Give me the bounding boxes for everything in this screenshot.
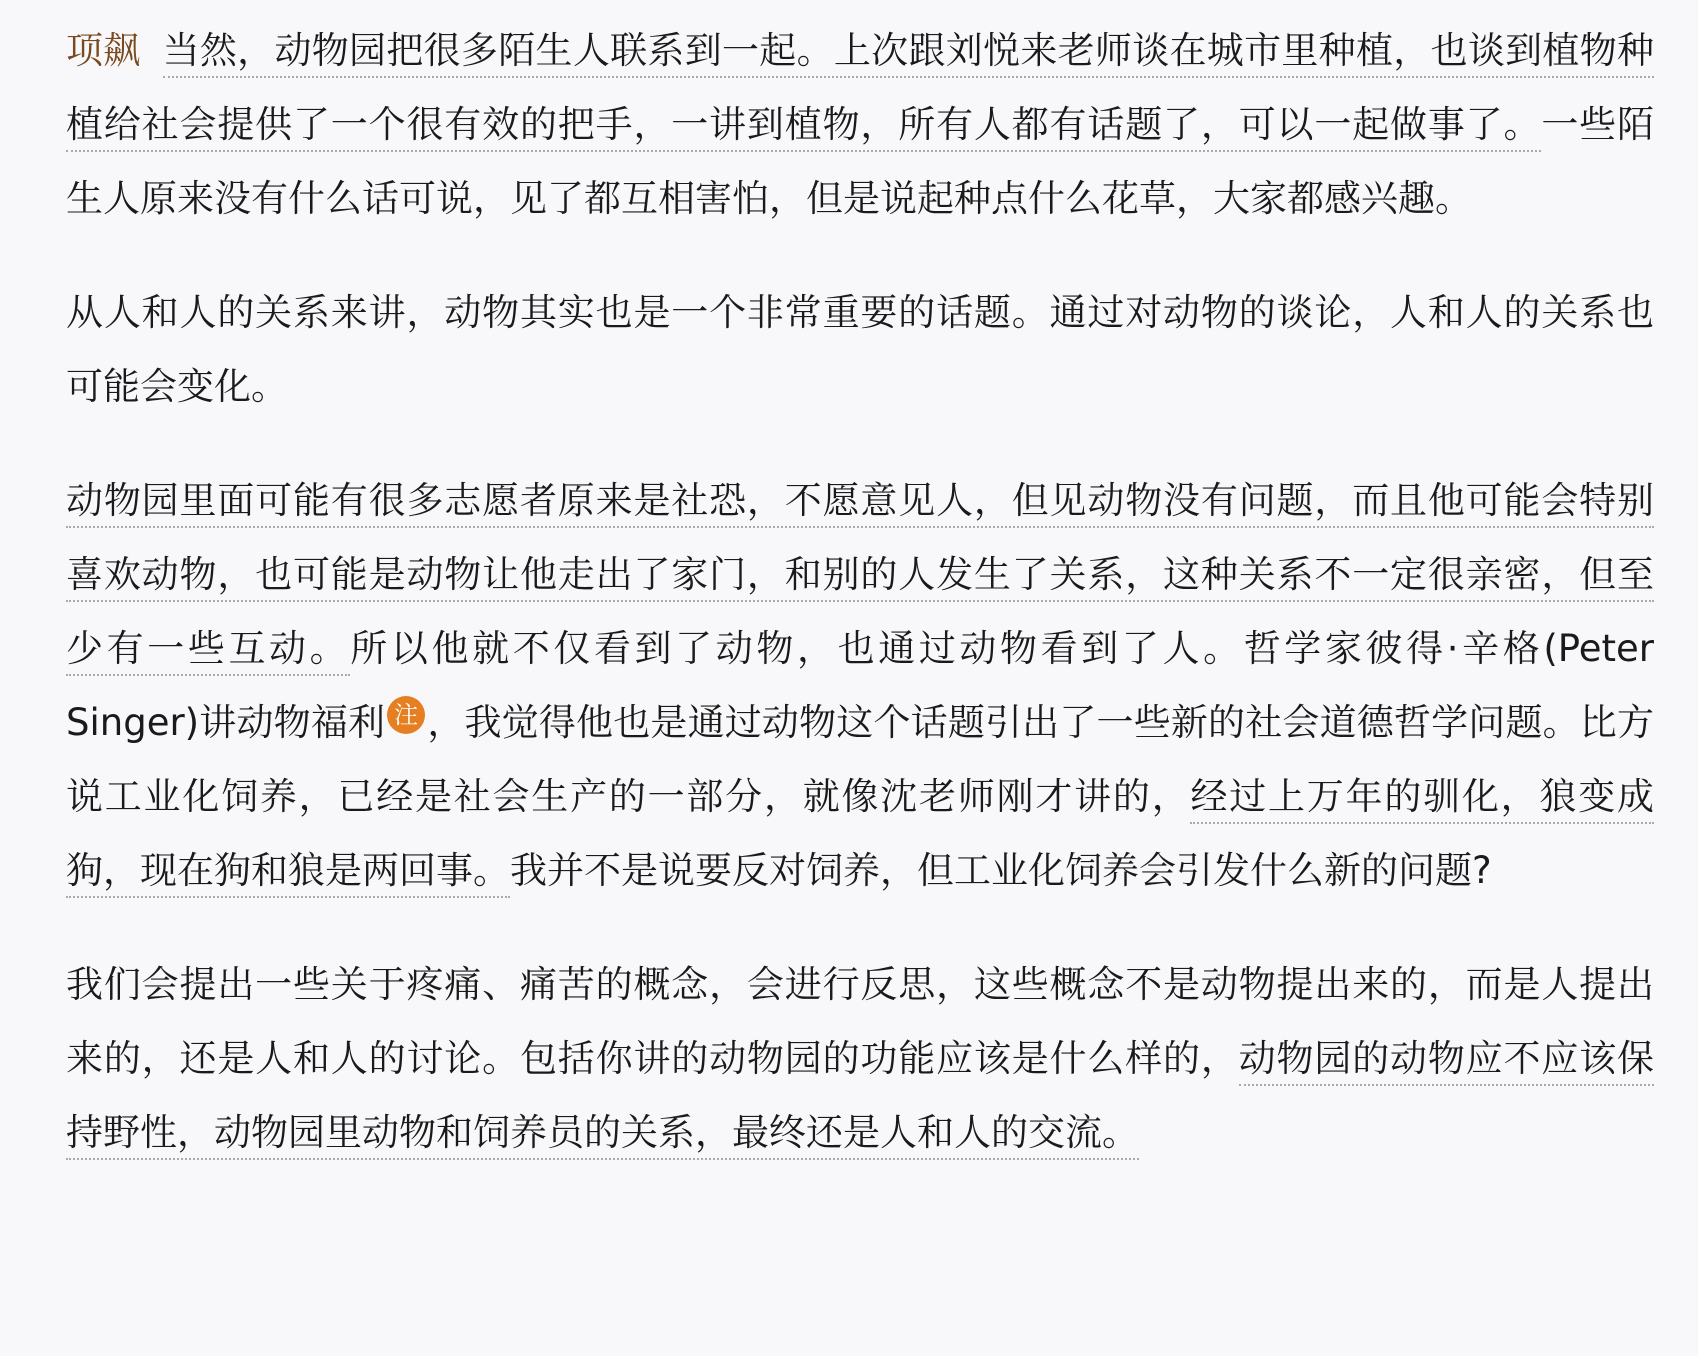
paragraph-1 xyxy=(66,14,1654,236)
paragraph-3 xyxy=(66,464,1654,908)
underlined-highlight[interactable]: 当然，动物园把很多陌生人联系到一起。上次跟刘悦来老师谈在城市里种植，也谈到植物种植给社会提供了一个很有效的把手，一讲到植物，所有人都有话题了，可以一起做事了。 xyxy=(66,29,1654,152)
underlined-highlight[interactable]: 动物园的动物应不应该保持野性，动物园里动物和饲养员的关系，最终还是人和人的交流。 xyxy=(66,1037,1654,1160)
speaker-name: 项飙 xyxy=(66,29,141,72)
paragraph-2 xyxy=(66,276,1654,424)
paragraph-text: 我并不是说要反对饲养，但工业化饲养会引发什么新的问题? xyxy=(510,849,1492,892)
underlined-highlight[interactable]: 动物园里面可能有很多志愿者原来是社恐，不愿意见人，但见动物没有问题，而且他可能会特别喜欢动物，也可能是动物让他走出了家门，和别的人发生了关系，这种关系不一定很亲密，但至少有一些互动。 xyxy=(66,479,1654,676)
article-body xyxy=(66,14,1654,1210)
underlined-highlight[interactable]: 经过上万年的驯化，狼变成狗，现在狗和狼是两回事。 xyxy=(66,775,1654,898)
paragraph-text: 从人和人的关系来讲，动物其实也是一个非常重要的话题。通过对动物的谈论，人和人的关系也可能会变化。 xyxy=(66,291,1654,408)
paragraph-text: 我们会提出一些关于疼痛、痛苦的概念，会进行反思，这些概念不是动物提出来的，而是人提出来的，还是人和人的讨论。包括你讲的动物园的功能应该是什么样的， xyxy=(66,963,1654,1080)
footnote-marker-icon[interactable]: 注 xyxy=(387,696,425,734)
paragraph-text: 一些陌生人原来没有什么话可说，见了都互相害怕，但是说起种点什么花草，大家都感兴趣。 xyxy=(66,103,1655,220)
paragraph-4 xyxy=(66,948,1654,1170)
paragraph-text: ，我觉得他也是通过动物这个话题引出了一些新的社会道德哲学问题。比方说工业化饲养，已经是社会生产的一部分，就像沈老师刚才讲的， xyxy=(66,701,1654,818)
paragraph-text: 所以他就不仅看到了动物，也通过动物看到了人。哲学家彼得·辛格(Peter Singer)讲动物福利 xyxy=(66,627,1655,744)
